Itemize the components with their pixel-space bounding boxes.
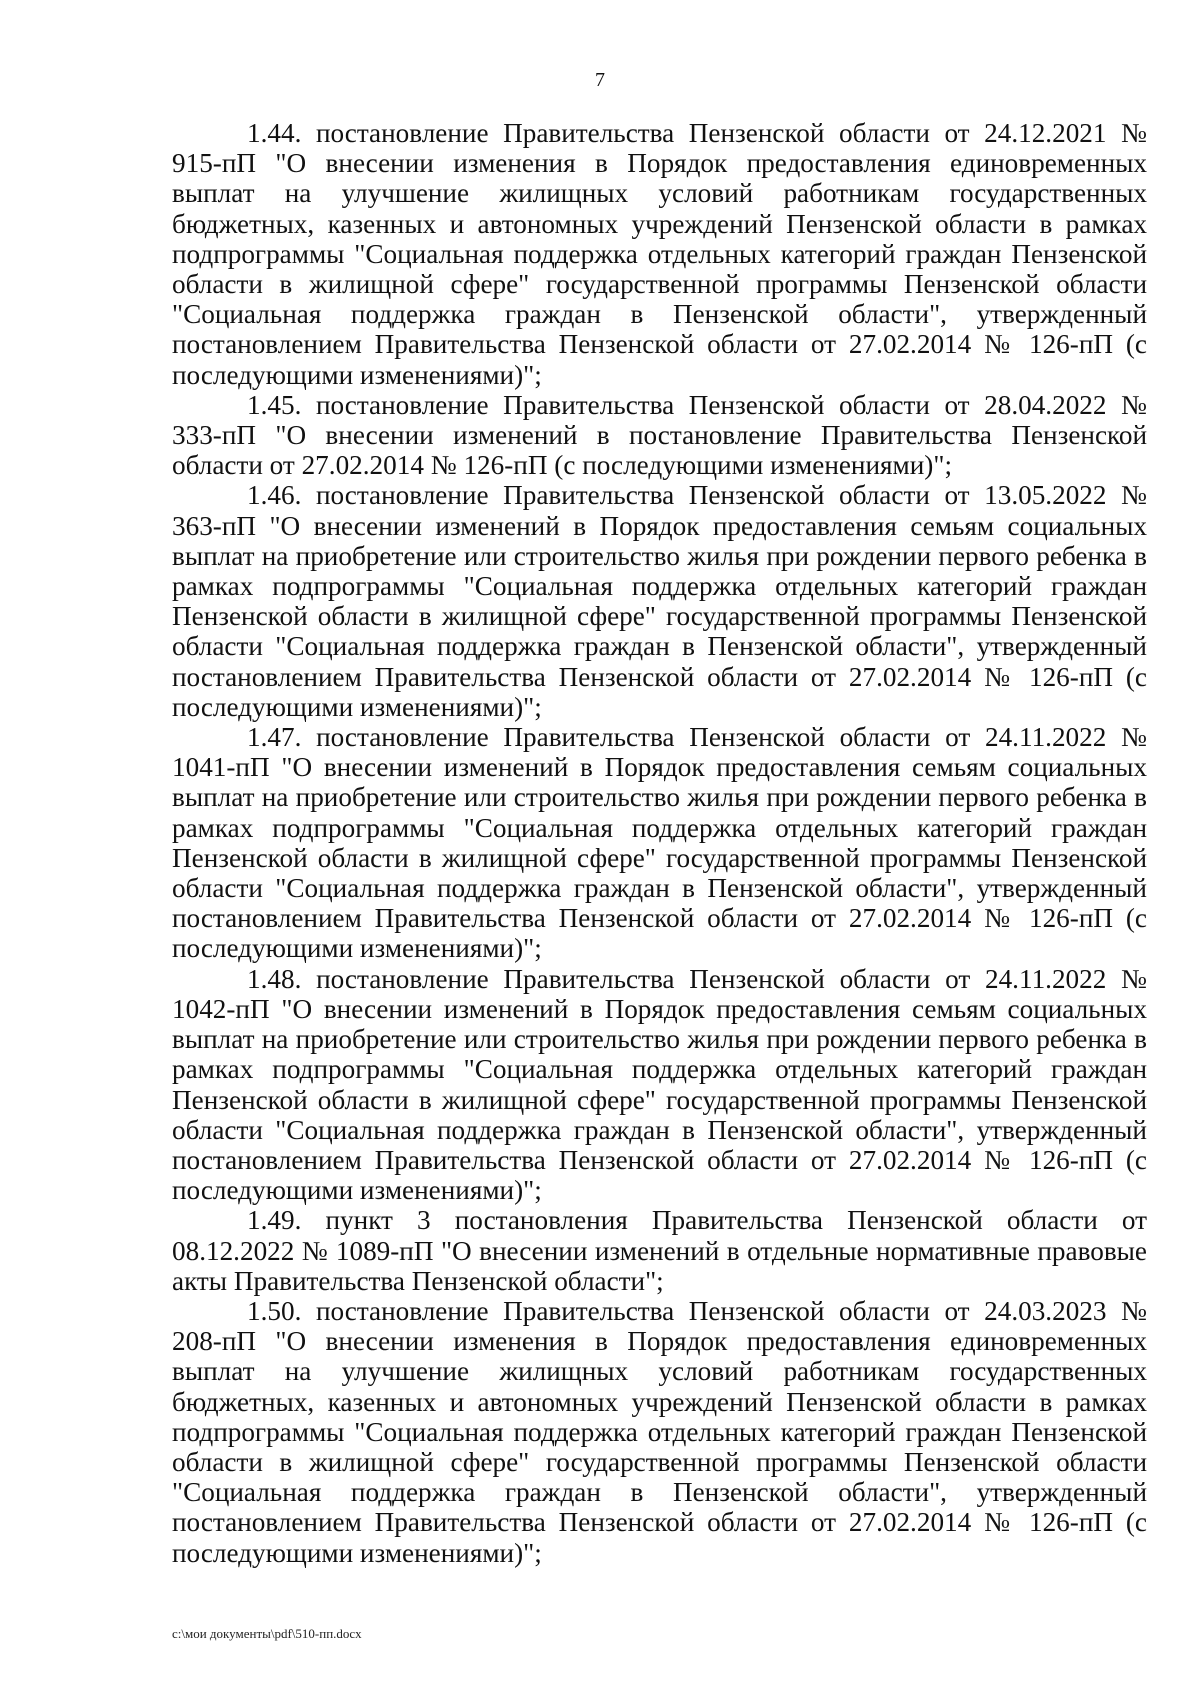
paragraph-1-46: 1.46. постановление Правительства Пензенской области от 13.05.2022 № 363-пП "О внесении изменений в Порядок предоставления семьям социальных выплат на приобретение или строительство жилья при рождении первого ребенка в рамках подпрограммы "Социальная поддержка отдельных категорий граждан Пензенской области в жилищной сфере" государственной программы Пензенской области "Социальная поддержка граждан в Пензенской области", утвержденный постановлением Правительства Пензенской области от 27.02.2014 № 126-пП (с последующими изменениями)"; [172,480,1147,722]
paragraph-1-45: 1.45. постановление Правительства Пензенской области от 28.04.2022 № 333-пП "О внесении изменений в постановление Правительства Пензенской области от 27.02.2014 № 126-пП (с последующими изменениями)"; [172,389,1147,481]
paragraph-1-49: 1.49. пункт 3 постановления Правительства Пензенской области от 08.12.2022 № 1089-пП "О внесении изменений в отдельные нормативные правовые акты Правительства Пензенской области"; [172,1205,1147,1296]
paragraph-1-44: 1.44. постановление Правительства Пензенской области от 24.12.2021 № 915-пП "О внесении изменения в Порядок предоставления единовременных выплат на улучшение жилищных условий работникам государственных бюджетных, казенных и автономных учреждений Пензенской области в рамках подпрограммы "Социальная поддержка отдельных категорий граждан Пензенской области в жилищной сфере" государственной программы Пензенской области "Социальная поддержка граждан в Пензенской области", утвержденный постановлением Правительства Пензенской области от 27.02.2014 № 126-пП (с последующими изменениями)"; [172,118,1147,390]
paragraph-1-47: 1.47. постановление Правительства Пензенской области от 24.11.2022 № 1041-пП "О внесении изменений в Порядок предоставления семьям социальных выплат на приобретение или строительство жилья при рождении первого ребенка в рамках подпрограммы "Социальная поддержка отдельных категорий граждан Пензенской области в жилищной сфере" государственной программы Пензенской области "Социальная поддержка граждан в Пензенской области", утвержденный постановлением Правительства Пензенской области от 27.02.2014 № 126-пП (с последующими изменениями)"; [172,722,1147,964]
paragraph-1-50: 1.50. постановление Правительства Пензенской области от 24.03.2023 № 208-пП "О внесении изменения в Порядок предоставления единовременных выплат на улучшение жилищных условий работникам государственных бюджетных, казенных и автономных учреждений Пензенской области в рамках подпрограммы "Социальная поддержка отдельных категорий граждан Пензенской области в жилищной сфере" государственной программы Пензенской области "Социальная поддержка граждан в Пензенской области", утвержденный постановлением Правительства Пензенской области от 27.02.2014 № 126-пП (с последующими изменениями)"; [172,1295,1147,1568]
paragraph-1-48: 1.48. постановление Правительства Пензенской области от 24.11.2022 № 1042-пП "О внесении изменений в Порядок предоставления семьям социальных выплат на приобретение или строительство жилья при рождении первого ребенка в рамках подпрограммы "Социальная поддержка отдельных категорий граждан Пензенской области в жилищной сфере" государственной программы Пензенской области "Социальная поддержка граждан в Пензенской области", утвержденный постановлением Правительства Пензенской области от 27.02.2014 № 126-пП (с последующими изменениями)"; [172,963,1147,1206]
document-body [172,118,1147,1568]
footer-file-path: c:\мои документы\pdf\510-пп.docx [172,1626,362,1641]
page-number: 7 [595,69,605,91]
